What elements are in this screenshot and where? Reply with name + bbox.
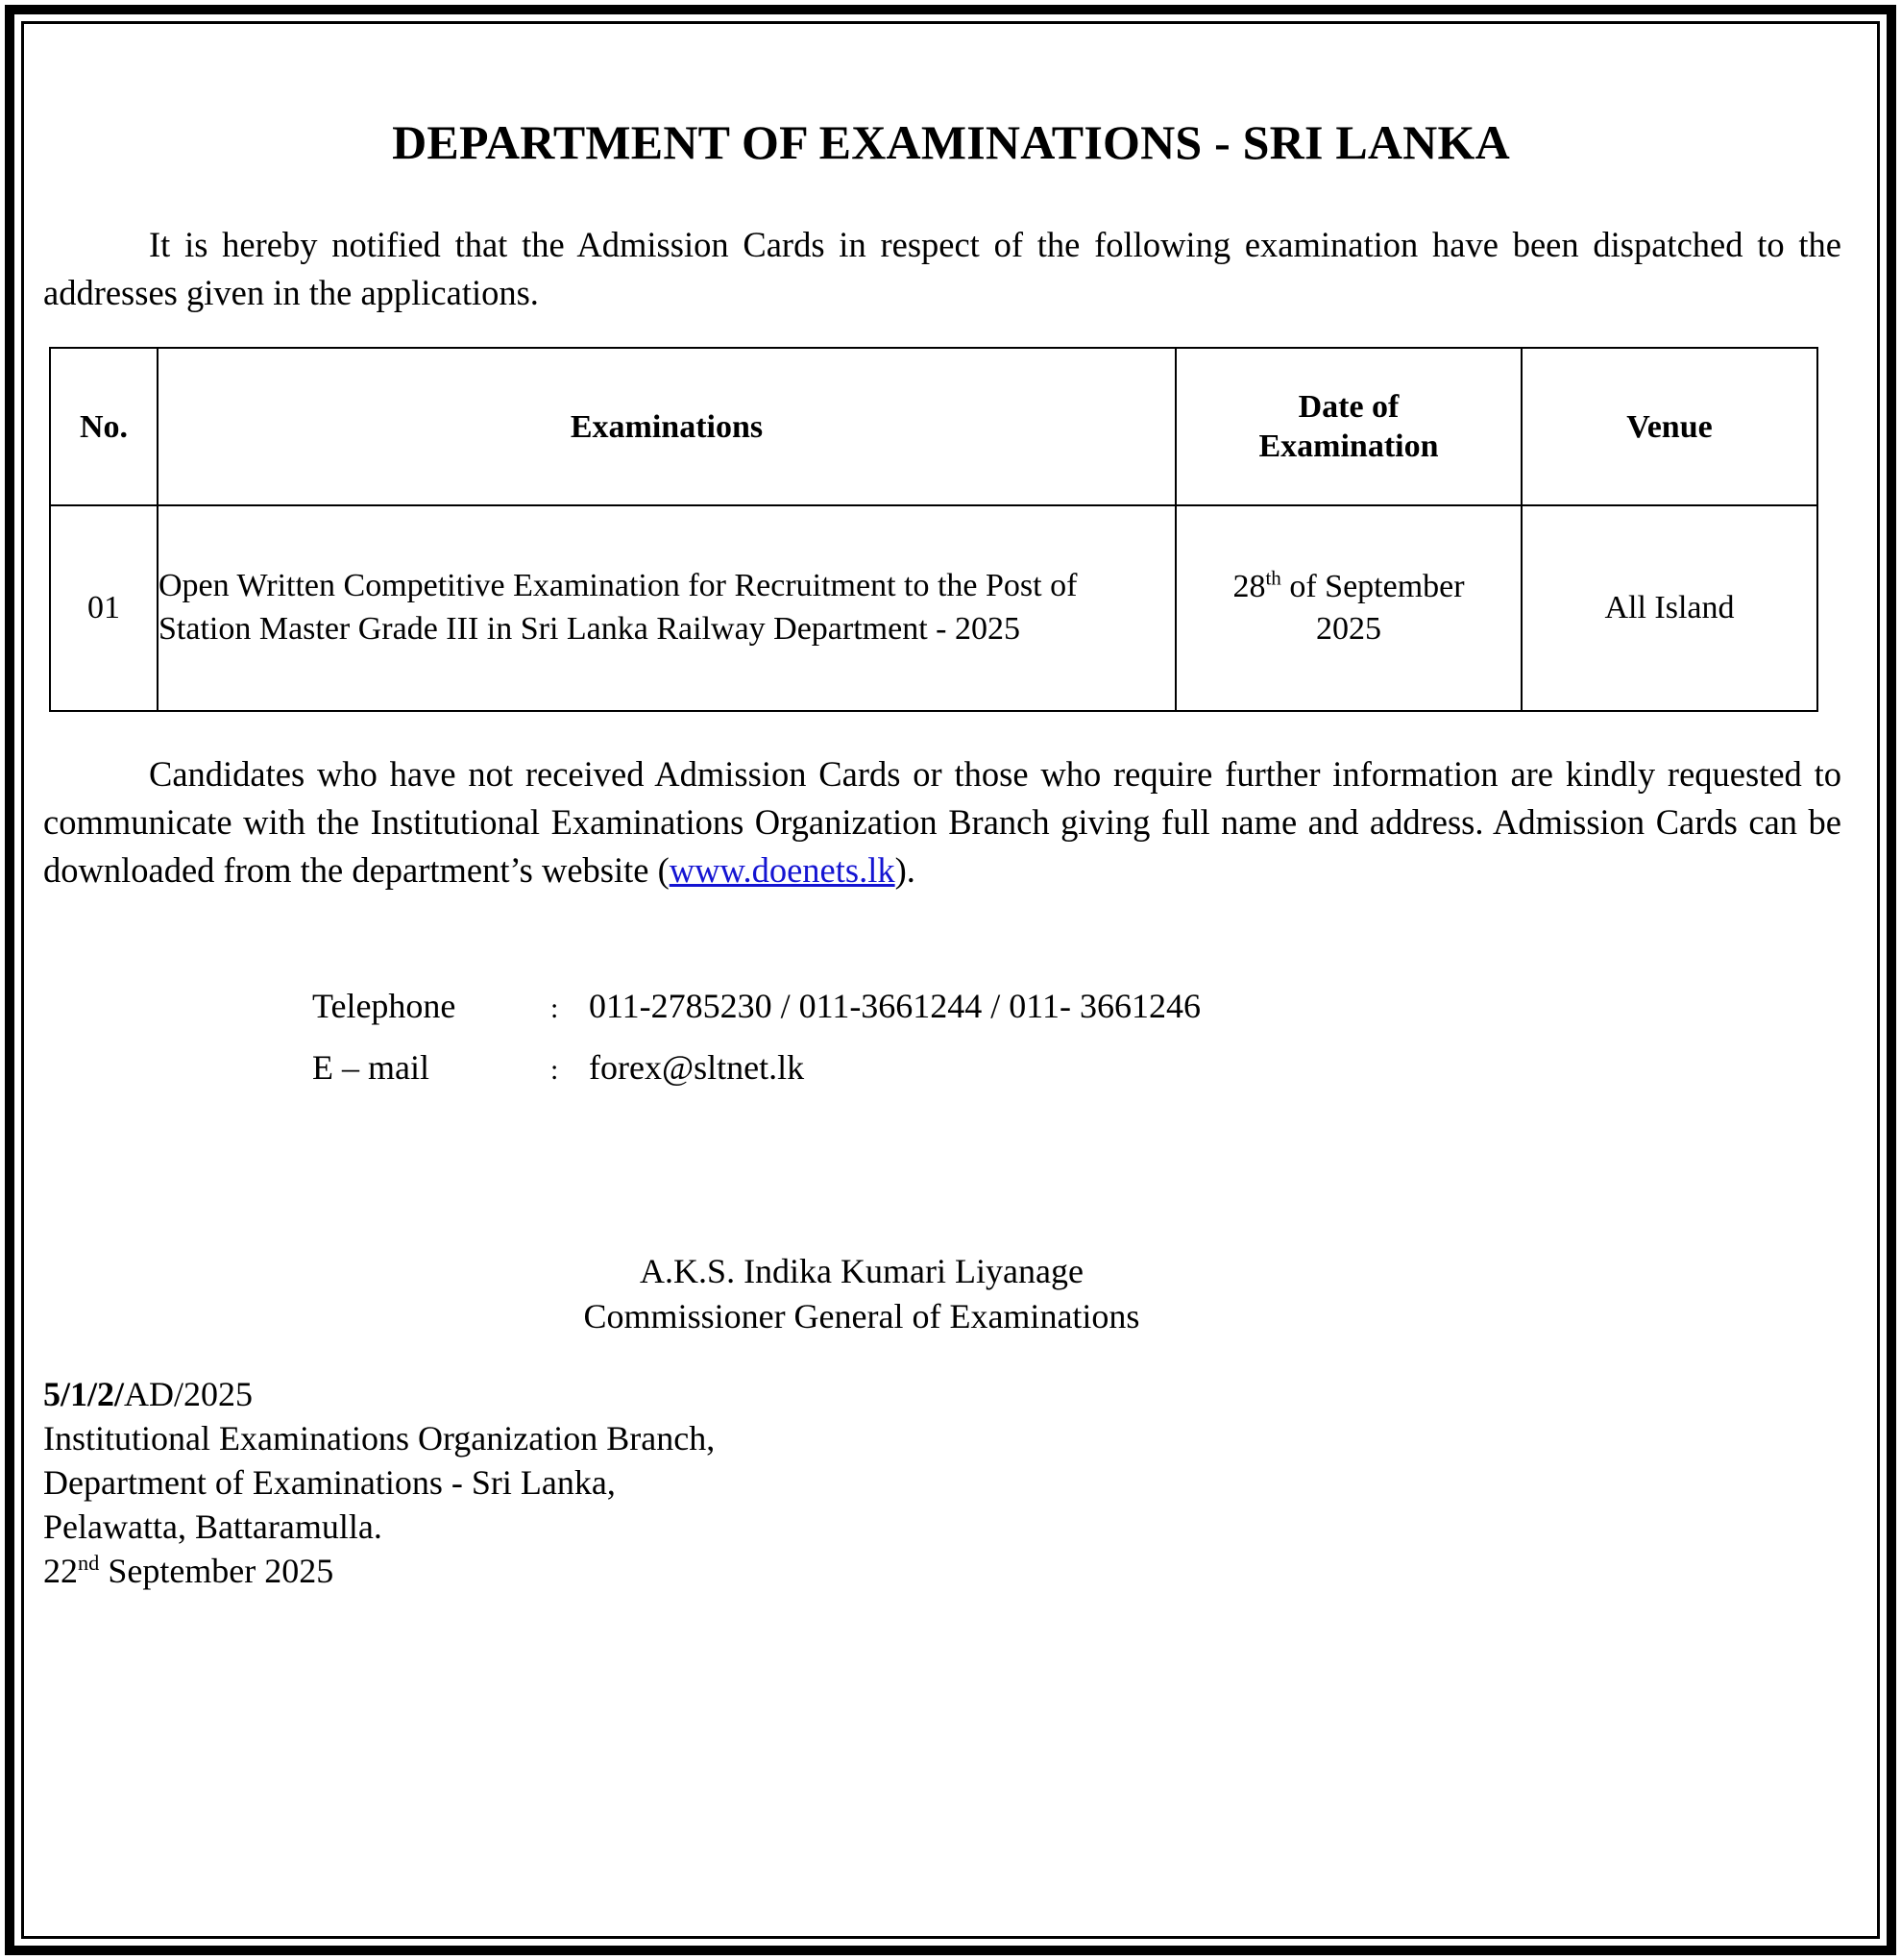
contact-row-telephone — [312, 986, 1868, 1026]
email-colon: : — [550, 1054, 559, 1087]
signatory-designation: Commissioner General of Examinations — [583, 1296, 1140, 1335]
cell-venue: All Island — [1522, 505, 1817, 711]
reference-number — [43, 1372, 1868, 1416]
exam-date-ordinal-suffix: th — [1265, 566, 1281, 590]
issue-date-day: 22 — [43, 1552, 78, 1591]
column-header-date-of-examination — [1176, 348, 1522, 505]
examinations-table — [49, 347, 1818, 712]
table-header — [50, 348, 1817, 505]
issue-date-month-year: September 2025 — [99, 1552, 334, 1591]
cell-examination-name: Open Written Competitive Examination for Recruitment to the Post of Station Master Grade III in Sri Lanka Railway Department - 2025 — [158, 505, 1176, 711]
intro-paragraph: It is hereby notified that the Admission Cards in respect of the following examination have been dispatched to the addresses given in the applications. — [43, 225, 1841, 312]
signatory-name: A.K.S. Indika Kumari Liyanage — [640, 1252, 1084, 1291]
table-row — [50, 505, 1817, 711]
contact-row-email — [312, 1047, 1868, 1088]
exam-date-year: 2025 — [1316, 611, 1381, 648]
column-header-date-line2: Examination — [1258, 429, 1439, 465]
exam-date-day: 28 — [1232, 569, 1266, 605]
email-value: forex@sltnet.lk — [589, 1048, 805, 1088]
address-line-city: Pelawatta, Battaramulla. — [43, 1507, 382, 1546]
document-page — [24, 24, 1877, 1936]
address-line-department: Department of Examinations - Sri Lanka, — [43, 1462, 616, 1502]
notice-text-before-link: Candidates who have not received Admission Cards or those who require further information are kindly requested to communicate with the Institutional Examinations Organization Branch giving full name and address. Admission Cards can be downloaded from the department’s website ( — [43, 754, 1841, 890]
cell-exam-date — [1176, 505, 1522, 711]
cell-row-number: 01 — [50, 505, 158, 711]
issue-date — [43, 1549, 1868, 1593]
table-header-row — [50, 348, 1817, 505]
page-title: DEPARTMENT OF EXAMINATIONS - SRI LANKA — [392, 115, 1510, 169]
column-header-date-line1: Date of — [1298, 388, 1400, 425]
contact-details — [312, 986, 1868, 1088]
telephone-value: 011-2785230 / 011-3661244 / 011- 3661246 — [589, 987, 1201, 1026]
issue-date-ordinal-suffix: nd — [78, 1551, 100, 1576]
notice-paragraph — [34, 750, 1868, 894]
column-header-venue: Venue — [1522, 348, 1817, 505]
reference-number-prefix: 5/1/2/ — [43, 1374, 125, 1413]
footer-block — [43, 1372, 1868, 1593]
address-line-branch: Institutional Examinations Organization Branch, — [43, 1418, 716, 1458]
reference-number-suffix: AD/2025 — [124, 1374, 254, 1413]
department-website-link[interactable]: www.doenets.lk — [669, 849, 895, 890]
document-content — [34, 24, 1868, 1593]
column-header-no: No. — [50, 348, 158, 505]
notice-text-after-link: ). — [894, 849, 915, 890]
exam-date-month: of September — [1280, 569, 1465, 605]
telephone-label: Telephone — [312, 987, 456, 1026]
telephone-colon: : — [550, 992, 559, 1025]
column-header-examinations: Examinations — [158, 348, 1176, 505]
email-label: E – mail — [312, 1048, 429, 1088]
table-body — [50, 505, 1817, 711]
signature-block — [34, 1249, 1868, 1339]
